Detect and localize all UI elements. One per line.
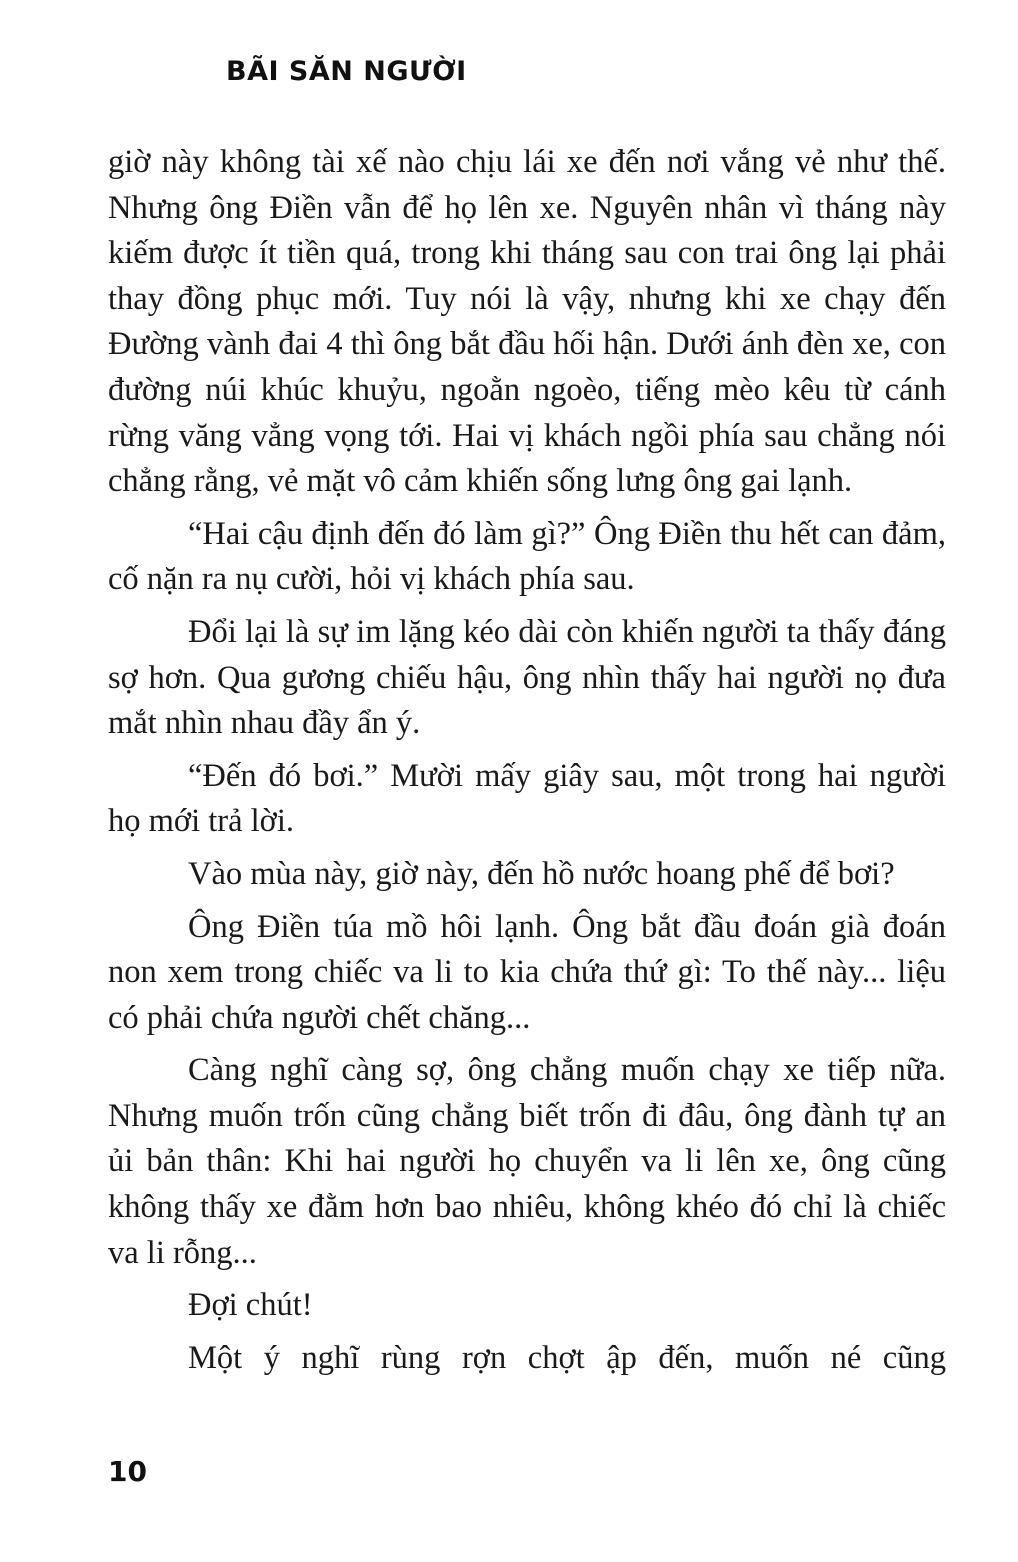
paragraph-5: Vào mùa này, giờ này, đến hồ nước hoang phế để bơi? bbox=[188, 855, 895, 892]
page-number: 10 bbox=[108, 1455, 147, 1488]
body-text bbox=[108, 140, 946, 1388]
paragraph-3: Đổi lại là sự im lặng kéo dài còn khiến người ta thấy đáng sợ hơn. Qua gương chiếu hậu, ông nhìn thấy hai người nọ đưa mắt nhìn nhau đầy ẩn ý. bbox=[108, 613, 946, 742]
paragraph-2: “Hai cậu định đến đó làm gì?” Ông Điền thu hết can đảm, cố nặn ra nụ cười, hỏi vị khách phía sau. bbox=[108, 515, 946, 598]
paragraph-1: giờ này không tài xế nào chịu lái xe đến nơi vắng vẻ như thế. Nhưng ông Điền vẫn để họ lên xe. Nguyên nhân vì tháng này kiếm được ít tiền quá, trong khi tháng sau con trai ông lại phải thay đồng phục mới. Tuy nói là vậy, nhưng khi xe chạy đến Đường vành đai 4 thì ông bắt đầu hối hận. Dưới ánh đèn xe, con đường núi khúc khuỷu, ngoằn ngoèo, tiếng mèo kêu từ cánh rừng văng vẳng vọng tới. Hai vị khách ngồi phía sau chẳng nói chẳng rằng, vẻ mặt vô cảm khiến sống lưng ông gai lạnh. bbox=[108, 144, 946, 500]
paragraph-9: Một ý nghĩ rùng rợn chợt ập đến, muốn né cũng bbox=[188, 1339, 946, 1376]
paragraph-4: “Đến đó bơi.” Mười mấy giây sau, một trong hai người họ mới trả lời. bbox=[108, 757, 946, 840]
paragraph-8: Đợi chút! bbox=[188, 1287, 313, 1324]
running-title: BÃI SĂN NGƯỜI bbox=[226, 56, 467, 87]
paragraph-7: Càng nghĩ càng sợ, ông chẳng muốn chạy xe tiếp nữa. Nhưng muốn trốn cũng chẳng biết trốn đi đâu, ông đành tự an ủi bản thân: Khi hai người họ chuyển va li lên xe, ông cũng không thấy xe đằm hơn bao nhiêu, không khéo đó chỉ là chiếc va li rỗng... bbox=[108, 1052, 946, 1271]
paragraph-6: Ông Điền túa mồ hôi lạnh. Ông bắt đầu đoán già đoán non xem trong chiếc va li to kia chứa thứ gì: To thế này... liệu có phải chứa người chết chăng... bbox=[108, 908, 946, 1036]
